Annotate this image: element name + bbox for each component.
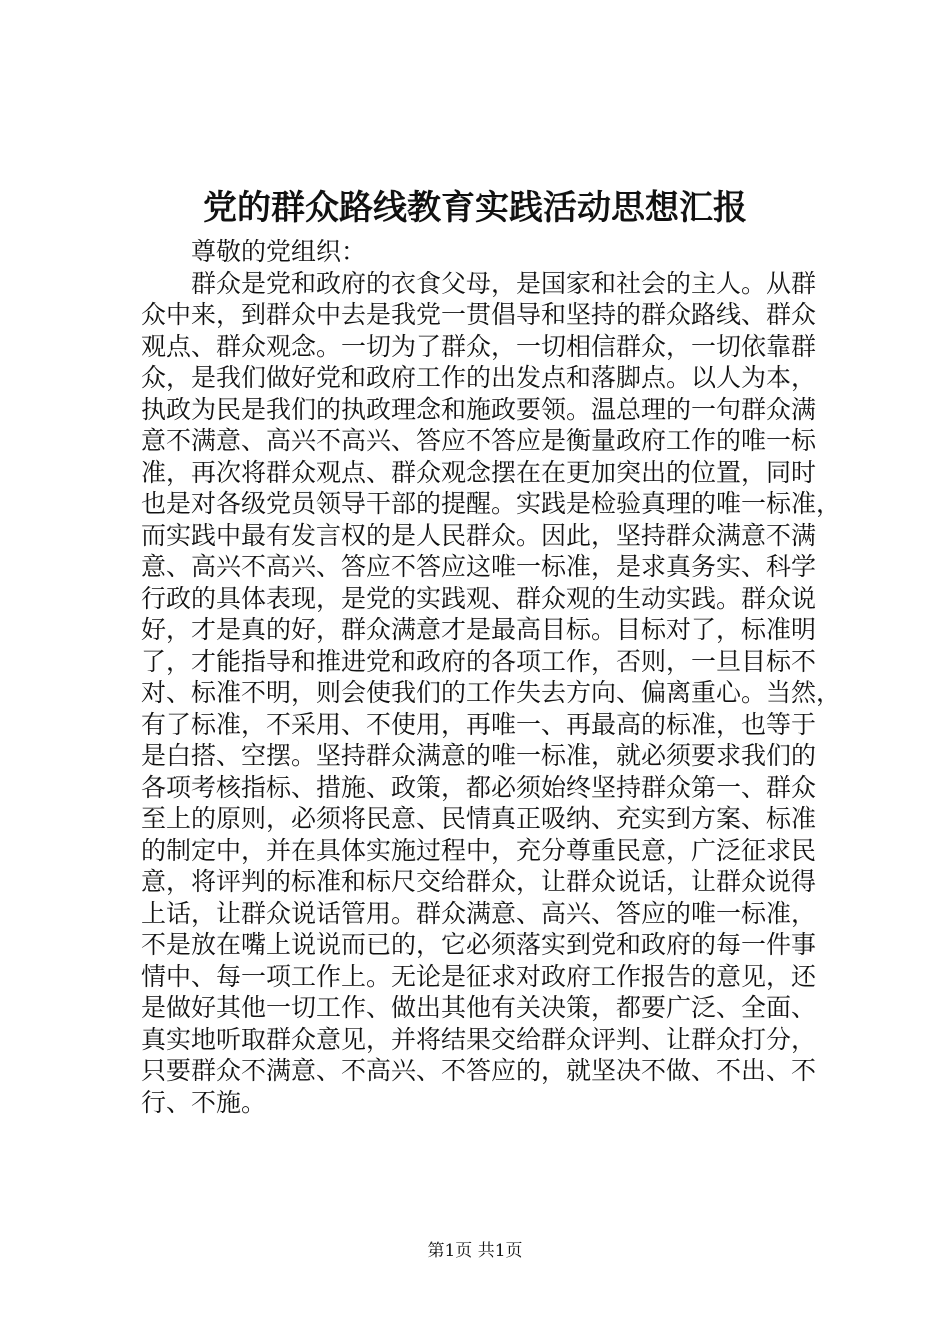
body-line: 好，才是真的好，群众满意才是最高目标。目标对了，标准明 [141, 615, 817, 644]
body-line: 而实践中最有发言权的是人民群众。因此，坚持群众满意不满 [141, 520, 817, 550]
body-line: 意、高兴不高兴、答应不答应这唯一标准，是求真务实、科学 [141, 552, 817, 581]
body-line: 是做好其他一切工作、做出其他有关决策，都要广泛、全面、 [141, 993, 817, 1022]
page-footer: 第1页 共1页 [427, 1241, 523, 1261]
body-line: 众，是我们做好党和政府工作的出发点和落脚点。以人为本， [141, 363, 817, 392]
body-line: 情中、每一项工作上。无论是征求对政府工作报告的意见，还 [141, 961, 817, 991]
body-line: 至上的原则，必须将民意、民情真正吸纳、充实到方案、标准 [141, 804, 817, 833]
body-line: 执政为民是我们的执政理念和施政要领。温总理的一句群众满 [141, 394, 817, 424]
body-line: 各项考核指标、措施、政策，都必须始终坚持群众第一、群众 [141, 772, 817, 802]
body-line: 准，再次将群众观点、群众观念摆在在更加突出的位置，同时 [141, 457, 817, 487]
body-line: 行政的具体表现，是党的实践观、群众观的生动实践。群众说 [141, 583, 817, 613]
body-line: 只要群众不满意、不高兴、不答应的，就坚决不做、不出、不 [141, 1056, 817, 1085]
salutation-line: 尊敬的党组织： [141, 237, 367, 266]
body-line: 是白搭、空摆。坚持群众满意的唯一标准，就必须要求我们的 [141, 741, 817, 770]
body-line: 意，将评判的标准和标尺交给群众，让群众说话，让群众说得 [141, 867, 817, 896]
document-body [141, 236, 841, 1118]
body-line: 有了标准，不采用、不使用，再唯一、再最高的标准，也等于 [141, 709, 817, 739]
document-title: 党的群众路线教育实践活动思想汇报 [203, 188, 747, 228]
body-line: 意不满意、高兴不高兴、答应不答应是衡量政府工作的唯一标 [141, 426, 817, 455]
body-line: 了，才能指导和推进党和政府的各项工作，否则，一旦目标不 [141, 646, 817, 676]
body-line: 众中来，到群众中去是我党一贯倡导和坚持的群众路线、群众 [141, 300, 817, 329]
body-line: 不是放在嘴上说说而已的，它必须落实到党和政府的每一件事 [141, 930, 817, 959]
body-line: 也是对各级党员领导干部的提醒。实践是检验真理的唯一标准， [141, 489, 842, 518]
body-line: 行、不施。 [141, 1087, 267, 1117]
body-line: 群众是党和政府的衣食父母，是国家和社会的主人。从群 [141, 268, 817, 298]
body-line: 对、标准不明，则会使我们的工作失去方向、偏离重心。当然， [141, 678, 842, 707]
body-line: 观点、群众观念。一切为了群众，一切相信群众，一切依靠群 [141, 331, 817, 361]
body-line: 上话，让群众说话管用。群众满意、高兴、答应的唯一标准， [141, 898, 817, 928]
body-line: 的制定中，并在具体实施过程中，充分尊重民意，广泛征求民 [141, 835, 817, 865]
body-line: 真实地听取群众意见，并将结果交给群众评判、让群众打分， [141, 1024, 817, 1054]
